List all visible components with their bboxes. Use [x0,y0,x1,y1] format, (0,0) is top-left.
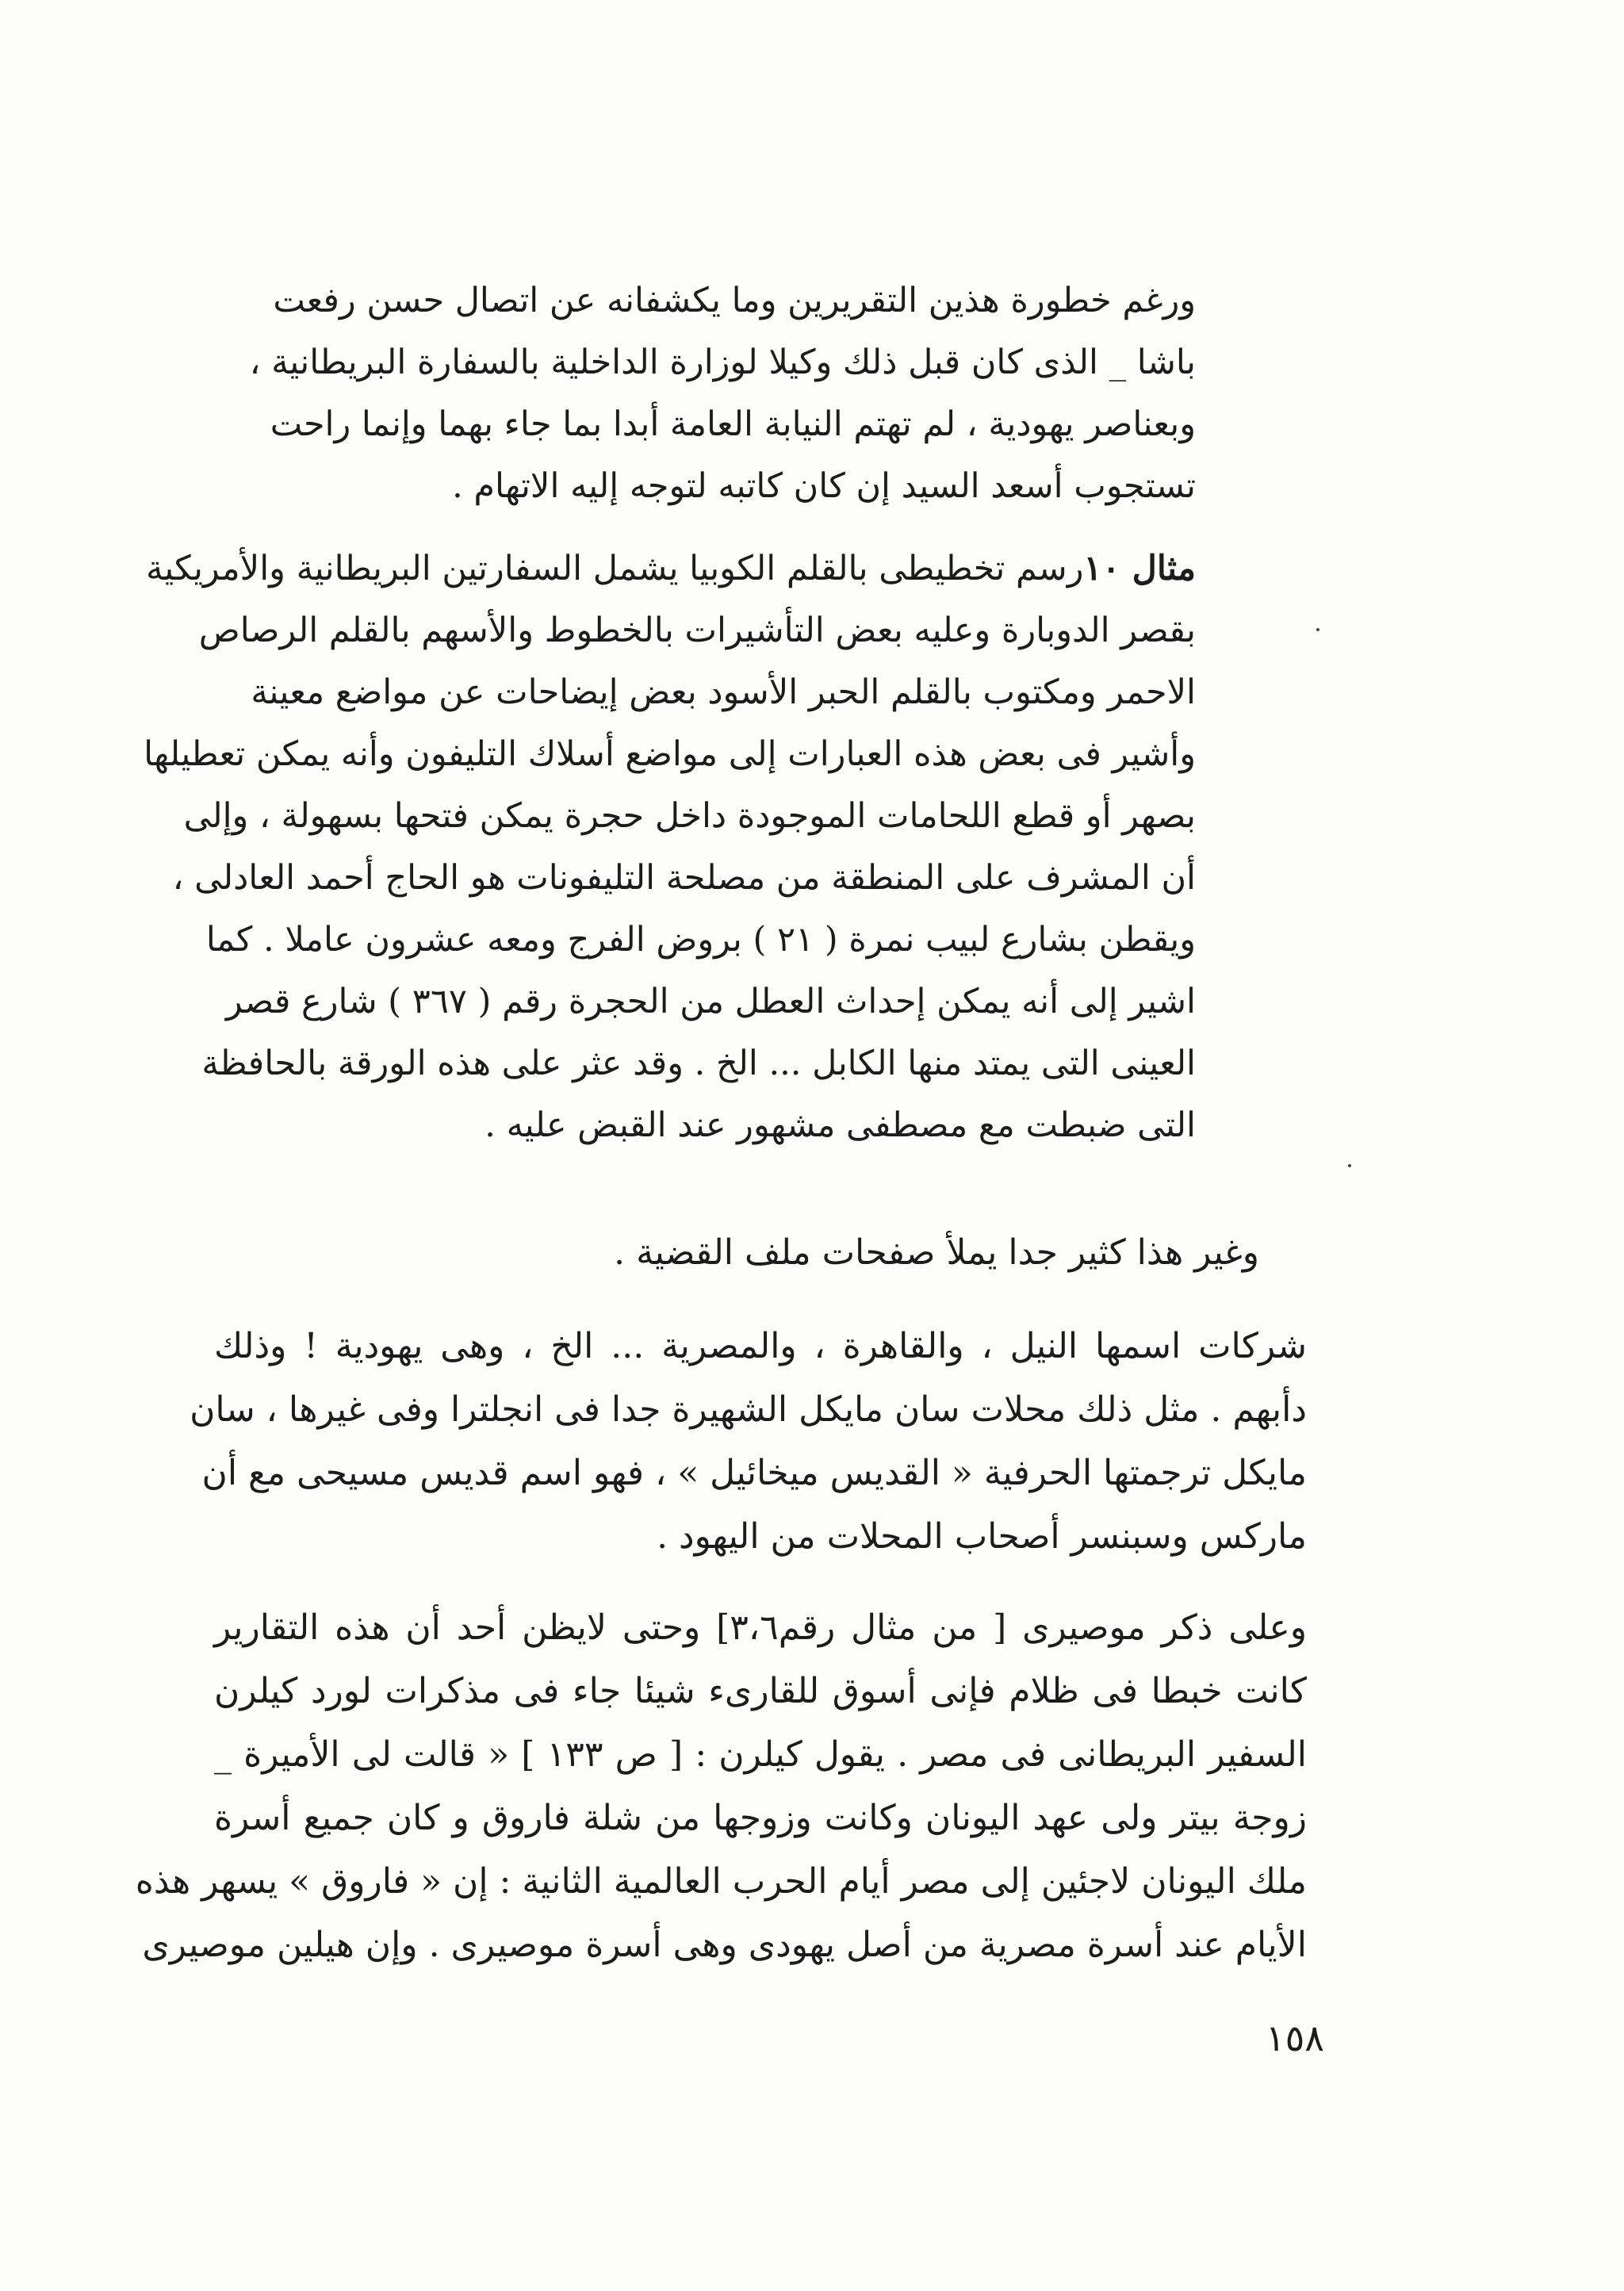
example-first-line [146,538,1196,600]
paragraph-line: ورغم خطورة هذين التقريرين وما يكشفانه عن اتصال حسن رفعت [273,281,1196,320]
paragraph-line: اشير إلى أنه يمكن إحداث العطل من الحجرة رقم ( ٣٦٧ ) شارع قصر [225,982,1196,1021]
scan-speck [1316,628,1320,631]
paragraph-line: أن المشرف على المنطقة من مصلحة التليفونات هو الحاج أحمد العادلى ، [172,858,1196,898]
paragraph-line: مايكل ترجمتها الحرفية « القديس ميخائيل » ، فهو اسم قديس مسيحى مع أن [201,1453,1307,1493]
paragraph-line: تستجوب أسعد السيد إن كان كاتبه لتوجه إليه الاتهام . [452,466,1196,506]
paragraph-line: بصهر أو قطع اللحامات الموجودة داخل حجرة يمكن فتحها بسهولة ، وإلى [183,796,1196,836]
page-number: ١٥٨ [1265,2017,1324,2059]
paragraph-line: دأبهم . مثل ذلك محلات سان مايكل الشهيرة جدا فى انجلترا وفى غيرها ، سان [190,1389,1307,1430]
paragraph-line: ويقطن بشارع لبيب نمرة ( ٢١ ) بروض الفرج ومعه عشرون عاملا . كما [205,920,1196,960]
paragraph-line: الأيام عند أسرة مصرية من أصل يهودى وهى أسرة موصيرى . وإن هيلين موصيرى [142,1925,1307,1965]
paragraph-line: باشا _ الذى كان قبل ذلك وكيلا لوزارة الداخلية بالسفارة البريطانية ، [249,343,1196,382]
paragraph-line: السفير البريطانى فى مصر . يقول كيلرن : [ ص ١٣٣ ] « قالت لى الأميرة _ [214,1734,1308,1775]
paragraph-line: وأشير فى بعض هذه العبارات إلى مواضع أسلاك التليفون وأنه يمكن تعطيلها [144,734,1196,774]
paragraph-hassan-rifaat [249,270,1196,517]
paragraph-line: شركات اسمها النيل ، والقاهرة ، والمصرية ... الخ ، وهى يهودية ! وذلك [214,1326,1307,1366]
paragraph-line: ماركس وسبنسر أصحاب المحلات من اليهود . [657,1516,1307,1557]
paragraph-line: وغير هذا كثير جدا يملأ صفحات ملف القضية . [614,1232,1259,1273]
example-first-line-text: رسم تخطيطى بالقلم الكوبيا يشمل السفارتين البريطانية والأمريكية [146,549,1084,588]
paragraph-case-file [214,1221,1307,1285]
paragraph-line: التى ضبطت مع مصطفى مشهور عند القبض عليه . [485,1105,1196,1145]
scan-speck [1348,1164,1351,1167]
paragraph-line: كانت خبطا فى ظلام فإنى أسوق للقارىء شيئا جاء فى مذكرات لورد كيلرن [214,1671,1307,1711]
paragraph-line: وبعناصر يهودية ، لم تهتم النيابة العامة أبدا بما جاء بهما وإنما راحت [270,404,1196,444]
example-label: مثال ١٠ [1083,549,1196,588]
paragraph-line: الاحمر ومكتوب بالقلم الحبر الأسود بعض إيضاحات عن مواضع معينة [251,672,1196,712]
paragraph-line: العينى التى يمتد منها الكابل ... الخ . وقد عثر على هذه الورقة بالحافظة [201,1044,1196,1083]
paragraph-line: زوجة بيتر ولى عهد اليونان وكانت وزوجها من شلة فاروق و كان جميع أسرة [214,1798,1307,1838]
paragraph-mosseri [135,1596,1308,1977]
paragraph-companies [190,1315,1307,1569]
example-10-paragraph [144,538,1196,1156]
paragraph-line: ملك اليونان لاجئين إلى مصر أيام الحرب العالمية الثانية : إن « فاروق » يسهر هذه [135,1861,1307,1902]
paragraph-line: بقصر الدوبارة وعليه بعض التأشيرات بالخطوط والأسهم بالقلم الرصاص [198,611,1196,650]
paragraph-line: وعلى ذكر موصيرى [ من مثال رقم٣،٦] وحتى لايظن أحد أن هذه التقارير [214,1607,1307,1648]
